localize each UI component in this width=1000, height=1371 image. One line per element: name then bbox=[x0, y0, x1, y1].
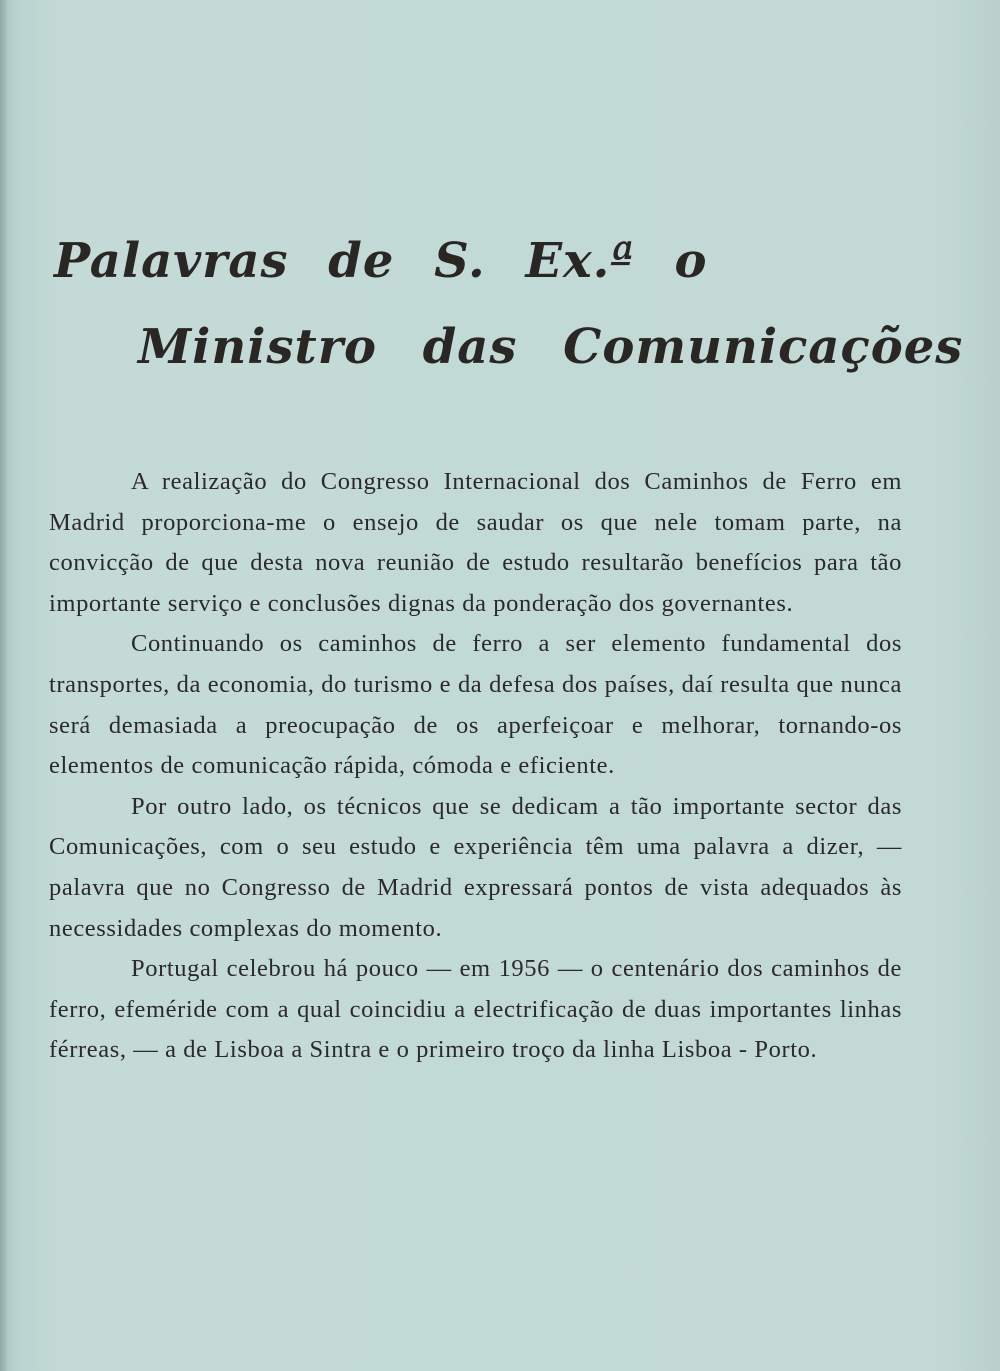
paragraph-4: Portugal celebrou há pouco — em 1956 — o centenário dos caminhos de ferro, efeméride com a qual coincidiu a electrificação de duas importantes linhas férreas, — a de Lisboa a Sintra e o primeiro troço da linha Lisboa - Porto. bbox=[49, 955, 902, 1064]
title-line-1: Palavras de S. Ex.ª o bbox=[54, 233, 708, 289]
title-line-2: Ministro das Comunicações bbox=[138, 319, 964, 375]
paragraph-2: Continuando os caminhos de ferro a ser elemento fundamental dos transportes, da economia, do turismo e da defesa dos países, daí resulta que nunca será demasiada a preocupação de os aperfeiçoar e melhorar, tornando-os elementos de comunicação rápida, cómoda e eficiente. bbox=[49, 630, 902, 780]
paragraph-1: A realização do Congresso Internacional dos Caminhos de Ferro em Madrid proporciona-me o ensejo de saudar os que nele tomam parte, na convicção de que desta nova reunião de estudo resultarão benefícios para tão importante serviço e conclusões dignas da ponderação dos governantes. bbox=[49, 468, 902, 617]
paragraph-3: Por outro lado, os técnicos que se dedicam a tão importante sector das Comunicações, com o seu estudo e experiência têm uma palavra a dizer, — palavra que no Congresso de Madrid expressará pontos de vista adequados às necessidades complexas do momento. bbox=[49, 792, 902, 942]
article-body bbox=[49, 462, 902, 1071]
page-title bbox=[50, 218, 964, 390]
page-binding-edge bbox=[0, 0, 8, 1371]
